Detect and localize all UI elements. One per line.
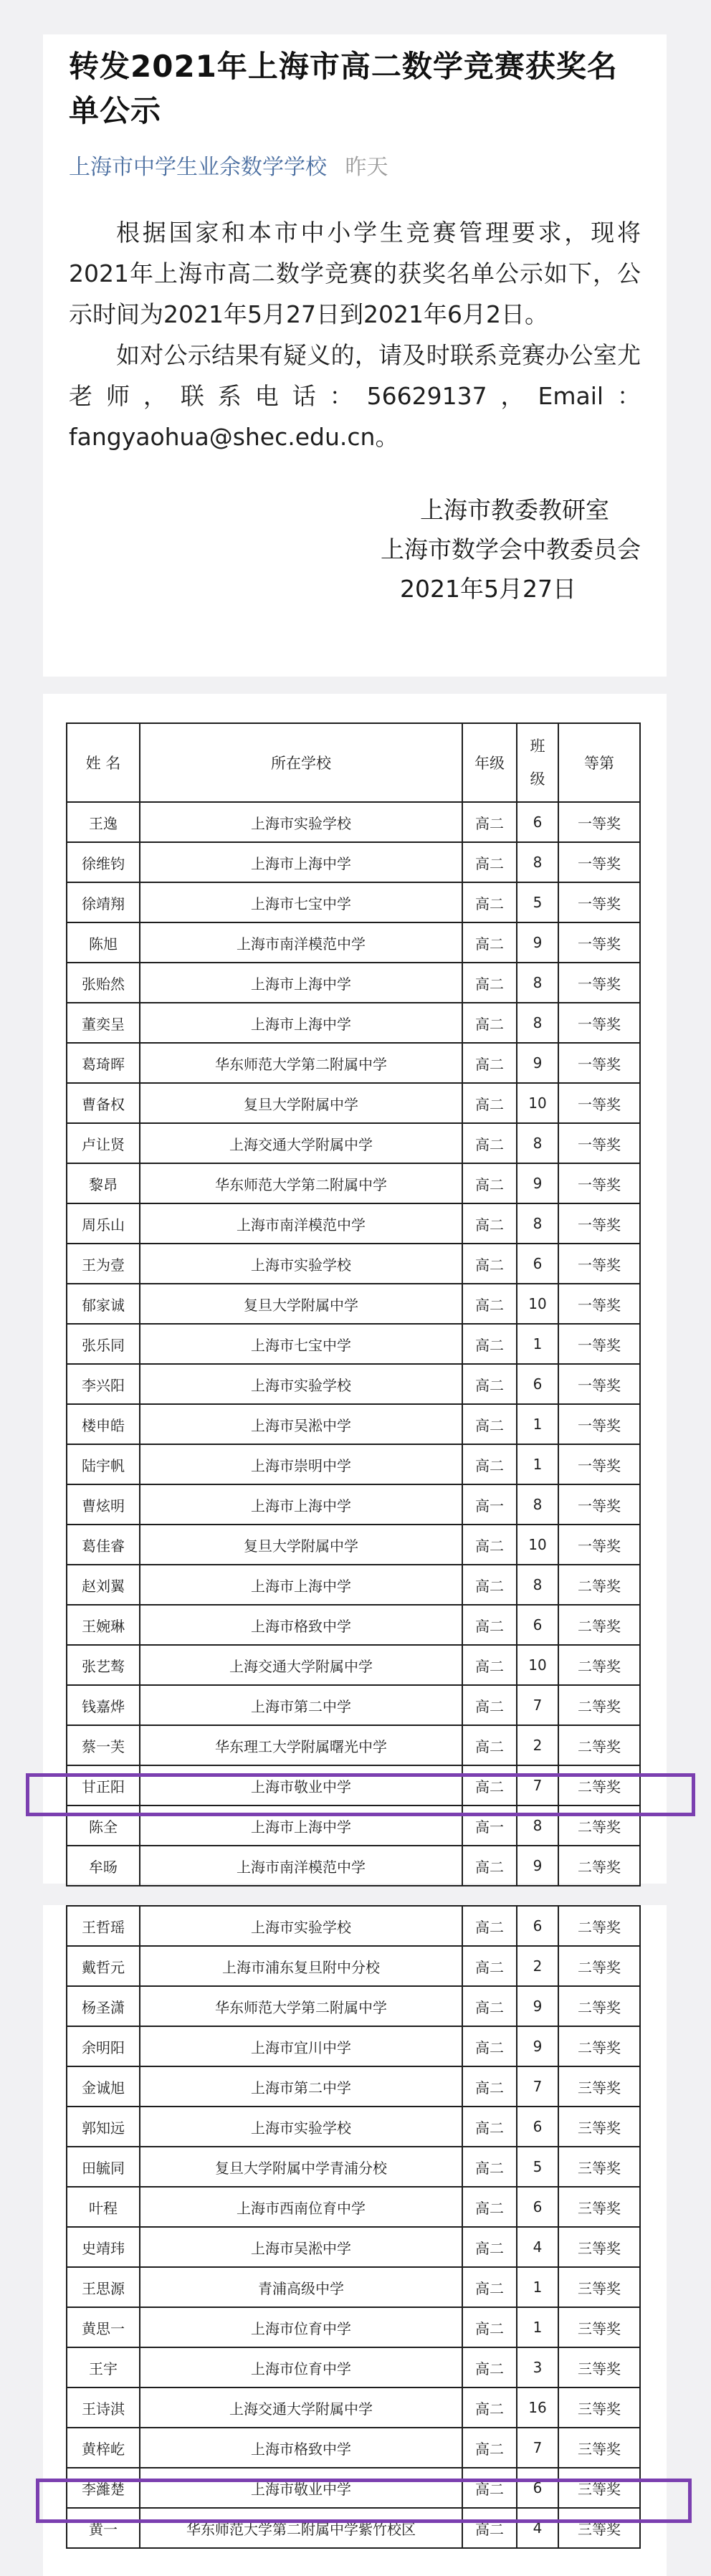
cell-class: 2	[517, 1946, 558, 1986]
cell-name: 葛琦晖	[67, 1043, 140, 1083]
cell-grade: 高二	[462, 1846, 517, 1886]
cell-class: 8	[517, 1123, 558, 1163]
cell-award: 三等奖	[558, 2307, 640, 2347]
cell-school: 复旦大学附属中学	[140, 1284, 462, 1324]
sign-org-1: 上海市教委教研室	[420, 496, 609, 524]
award-table-part-2	[66, 1905, 641, 2549]
table-row	[67, 2026, 640, 2066]
cell-grade: 高二	[462, 2187, 517, 2227]
cell-school: 上海市上海中学	[140, 1805, 462, 1846]
cell-class: 1	[517, 2267, 558, 2307]
cell-award: 一等奖	[558, 1444, 640, 1484]
cell-name: 李兴阳	[67, 1364, 140, 1404]
cell-name: 王诗淇	[67, 2387, 140, 2428]
cell-grade: 高二	[462, 802, 517, 842]
cell-class: 8	[517, 1003, 558, 1043]
cell-school: 青浦高级中学	[140, 2267, 462, 2307]
cell-class: 9	[517, 1163, 558, 1203]
cell-grade: 高二	[462, 1525, 517, 1565]
cell-class: 7	[517, 2428, 558, 2468]
cell-school: 上海市浦东复旦附中分校	[140, 1946, 462, 1986]
cell-award: 一等奖	[558, 1083, 640, 1123]
table-row	[67, 1404, 640, 1444]
cell-school: 上海市南洋模范中学	[140, 1203, 462, 1244]
cell-name: 黎昂	[67, 1163, 140, 1203]
cell-award: 一等奖	[558, 882, 640, 922]
cell-class: 1	[517, 2307, 558, 2347]
cell-class: 2	[517, 1725, 558, 1765]
cell-grade: 高二	[462, 1123, 517, 1163]
cell-award: 一等奖	[558, 1484, 640, 1525]
cell-award: 一等奖	[558, 1525, 640, 1565]
cell-grade: 高二	[462, 1284, 517, 1324]
cell-class: 16	[517, 2387, 558, 2428]
cell-grade: 高二	[462, 1946, 517, 1986]
cell-award: 一等奖	[558, 1404, 640, 1444]
table-row	[67, 1685, 640, 1725]
cell-school: 复旦大学附属中学	[140, 1525, 462, 1565]
table-row	[67, 1565, 640, 1605]
cell-class: 9	[517, 1846, 558, 1886]
cell-class: 1	[517, 1444, 558, 1484]
cell-award: 二等奖	[558, 1725, 640, 1765]
article-source-link[interactable]: 上海市中学生业余数学学校	[69, 155, 327, 180]
cell-award: 二等奖	[558, 1946, 640, 1986]
cell-school: 上海市实验学校	[140, 802, 462, 842]
cell-class: 3	[517, 2347, 558, 2387]
cell-school: 上海市吴淞中学	[140, 2227, 462, 2267]
cell-class: 6	[517, 1244, 558, 1284]
cell-name: 王婉琳	[67, 1605, 140, 1645]
sign-org-2: 上海市数学会中教委员会	[381, 535, 641, 563]
table-row	[67, 1043, 640, 1083]
cell-school: 上海市位育中学	[140, 2347, 462, 2387]
cell-grade: 高二	[462, 1203, 517, 1244]
cell-grade: 高二	[462, 2066, 517, 2107]
cell-award: 一等奖	[558, 1364, 640, 1404]
cell-class: 9	[517, 1043, 558, 1083]
table-row	[67, 1083, 640, 1123]
cell-class: 5	[517, 882, 558, 922]
cell-class: 9	[517, 1986, 558, 2026]
table-row	[67, 2347, 640, 2387]
cell-award: 二等奖	[558, 1846, 640, 1886]
cell-name: 郭知远	[67, 2107, 140, 2147]
table-row	[67, 2428, 640, 2468]
cell-class: 4	[517, 2508, 558, 2548]
cell-class: 7	[517, 1685, 558, 1725]
cell-name: 钱嘉烨	[67, 1685, 140, 1725]
cell-grade: 高二	[462, 1645, 517, 1685]
table-row	[67, 2307, 640, 2347]
cell-class: 8	[517, 842, 558, 882]
cell-school: 华东师范大学第二附属中学	[140, 1043, 462, 1083]
cell-award: 一等奖	[558, 842, 640, 882]
cell-award: 二等奖	[558, 1765, 640, 1805]
cell-grade: 高二	[462, 1244, 517, 1284]
cell-class: 5	[517, 2147, 558, 2187]
cell-school: 上海市南洋模范中学	[140, 922, 462, 963]
cell-award: 一等奖	[558, 1163, 640, 1203]
cell-grade: 高二	[462, 2307, 517, 2347]
cell-award: 二等奖	[558, 1605, 640, 1645]
cell-class: 6	[517, 2107, 558, 2147]
cell-school: 上海市位育中学	[140, 2307, 462, 2347]
header-name: 姓 名	[67, 723, 140, 802]
cell-award: 一等奖	[558, 922, 640, 963]
cell-name: 郁家诚	[67, 1284, 140, 1324]
cell-name: 杨圣潇	[67, 1986, 140, 2026]
cell-grade: 高二	[462, 882, 517, 922]
cell-grade: 高二	[462, 1404, 517, 1444]
table-row	[67, 1444, 640, 1484]
cell-grade: 高二	[462, 1565, 517, 1605]
cell-school: 上海交通大学附属中学	[140, 1123, 462, 1163]
cell-name: 黄一	[67, 2508, 140, 2548]
article-signature	[69, 490, 641, 609]
cell-class: 4	[517, 2227, 558, 2267]
cell-school: 上海市实验学校	[140, 1244, 462, 1284]
cell-class: 9	[517, 2026, 558, 2066]
cell-award: 二等奖	[558, 1645, 640, 1685]
cell-grade: 高二	[462, 1324, 517, 1364]
cell-name: 曹备权	[67, 1083, 140, 1123]
cell-class: 8	[517, 1565, 558, 1605]
cell-grade: 高二	[462, 2026, 517, 2066]
cell-name: 周乐山	[67, 1203, 140, 1244]
cell-name: 楼申皓	[67, 1404, 140, 1444]
cell-class: 7	[517, 1765, 558, 1805]
cell-class: 10	[517, 1645, 558, 1685]
cell-class: 6	[517, 1364, 558, 1404]
cell-class: 7	[517, 2066, 558, 2107]
cell-school: 上海市实验学校	[140, 2107, 462, 2147]
table-row	[67, 1284, 640, 1324]
cell-school: 上海市南洋模范中学	[140, 1846, 462, 1886]
table-row	[67, 1163, 640, 1203]
cell-class: 10	[517, 1083, 558, 1123]
article-body	[69, 212, 641, 457]
cell-name: 叶程	[67, 2187, 140, 2227]
cell-class: 1	[517, 1404, 558, 1444]
cell-grade: 高二	[462, 1043, 517, 1083]
cell-award: 一等奖	[558, 963, 640, 1003]
cell-award: 三等奖	[558, 2347, 640, 2387]
cell-grade: 高二	[462, 1605, 517, 1645]
cell-school: 上海市上海中学	[140, 1003, 462, 1043]
table-row	[67, 1324, 640, 1364]
cell-award: 三等奖	[558, 2468, 640, 2508]
cell-grade: 高二	[462, 2267, 517, 2307]
award-table-image-1	[43, 694, 667, 1884]
cell-class: 6	[517, 1605, 558, 1645]
cell-grade: 高二	[462, 922, 517, 963]
cell-award: 一等奖	[558, 1244, 640, 1284]
header-school: 所在学校	[140, 723, 462, 802]
cell-grade: 高二	[462, 2468, 517, 2508]
cell-award: 一等奖	[558, 802, 640, 842]
cell-award: 三等奖	[558, 2227, 640, 2267]
table-row	[67, 2107, 640, 2147]
cell-school: 复旦大学附属中学青浦分校	[140, 2147, 462, 2187]
cell-name: 王逸	[67, 802, 140, 842]
header-class-line-1: 班	[530, 738, 545, 755]
table-row	[67, 1986, 640, 2026]
cell-award: 三等奖	[558, 2066, 640, 2107]
cell-name: 黄思一	[67, 2307, 140, 2347]
cell-award: 二等奖	[558, 1565, 640, 1605]
cell-school: 上海市上海中学	[140, 963, 462, 1003]
cell-class: 8	[517, 1484, 558, 1525]
award-table-image-2	[43, 1905, 667, 2576]
cell-grade: 高二	[462, 2147, 517, 2187]
cell-award: 三等奖	[558, 2428, 640, 2468]
cell-award: 三等奖	[558, 2107, 640, 2147]
cell-school: 上海市实验学校	[140, 1906, 462, 1946]
article-time: 昨天	[345, 155, 388, 180]
table-row	[67, 1765, 640, 1805]
cell-class: 8	[517, 1805, 558, 1846]
cell-name: 张贻然	[67, 963, 140, 1003]
cell-award: 三等奖	[558, 2147, 640, 2187]
cell-award: 一等奖	[558, 1324, 640, 1364]
cell-name: 李濰楚	[67, 2468, 140, 2508]
cell-school: 复旦大学附属中学	[140, 1083, 462, 1123]
cell-name: 陈旭	[67, 922, 140, 963]
award-table-part-1	[66, 722, 641, 1886]
table-row	[67, 1725, 640, 1765]
cell-grade: 高二	[462, 963, 517, 1003]
cell-award: 三等奖	[558, 2267, 640, 2307]
article-paragraph-1: 根据国家和本市中小学生竞赛管理要求，现将2021年上海市高二数学竞赛的获奖名单公示如下，公示时间为2021年5月27日到2021年6月2日。	[69, 219, 641, 328]
cell-grade: 高二	[462, 1083, 517, 1123]
cell-name: 黄梓屹	[67, 2428, 140, 2468]
cell-school: 上海市宜川中学	[140, 2026, 462, 2066]
article-paragraph-2: 如对公示结果有疑义的，请及时联系竞赛办公室尤老师，联系电话：56629137，Email：fangyaohua@shec.edu.cn。	[69, 341, 641, 451]
cell-grade: 高二	[462, 2508, 517, 2548]
table-row	[67, 1645, 640, 1685]
cell-school: 上海市第二中学	[140, 1685, 462, 1725]
cell-school: 上海市格致中学	[140, 2428, 462, 2468]
cell-grade: 高二	[462, 2227, 517, 2267]
header-grade: 年级	[462, 723, 517, 802]
table-row	[67, 1244, 640, 1284]
cell-grade: 高二	[462, 2428, 517, 2468]
table-row	[67, 1525, 640, 1565]
cell-school: 上海市吴淞中学	[140, 1404, 462, 1444]
cell-grade: 高一	[462, 1484, 517, 1525]
cell-grade: 高一	[462, 1805, 517, 1846]
cell-name: 王为壹	[67, 1244, 140, 1284]
table-row	[67, 922, 640, 963]
cell-name: 田毓同	[67, 2147, 140, 2187]
cell-grade: 高二	[462, 842, 517, 882]
table-body-part-2	[67, 1906, 640, 2548]
cell-name: 赵刘翼	[67, 1565, 140, 1605]
cell-grade: 高二	[462, 1906, 517, 1946]
cell-school: 上海市敬业中学	[140, 2468, 462, 2508]
cell-school: 上海市敬业中学	[140, 1765, 462, 1805]
cell-award: 二等奖	[558, 1685, 640, 1725]
sign-date: 2021年5月27日	[400, 575, 576, 603]
cell-name: 卢让贤	[67, 1123, 140, 1163]
article-title: 转发2021年上海市高二数学竞赛获奖名单公示	[69, 49, 618, 128]
cell-grade: 高二	[462, 1163, 517, 1203]
cell-name: 张乐同	[67, 1324, 140, 1364]
table-row	[67, 2147, 640, 2187]
cell-school: 上海市第二中学	[140, 2066, 462, 2107]
cell-grade: 高二	[462, 1765, 517, 1805]
article-meta	[69, 153, 641, 182]
table-row	[67, 2267, 640, 2307]
cell-school: 华东师范大学第二附属中学	[140, 1986, 462, 2026]
cell-school: 华东理工大学附属曙光中学	[140, 1725, 462, 1765]
cell-name: 史靖玮	[67, 2227, 140, 2267]
table-row	[67, 1123, 640, 1163]
cell-award: 二等奖	[558, 1805, 640, 1846]
table-row	[67, 963, 640, 1003]
cell-name: 王哲瑶	[67, 1906, 140, 1946]
cell-award: 二等奖	[558, 1986, 640, 2026]
cell-award: 二等奖	[558, 2026, 640, 2066]
cell-school: 上海市实验学校	[140, 1364, 462, 1404]
table-row	[67, 1003, 640, 1043]
article-header-card	[43, 34, 667, 677]
cell-name: 余明阳	[67, 2026, 140, 2066]
cell-class: 8	[517, 1203, 558, 1244]
cell-grade: 高二	[462, 1444, 517, 1484]
cell-name: 金诚旭	[67, 2066, 140, 2107]
table-row	[67, 1203, 640, 1244]
table-row	[67, 1364, 640, 1404]
cell-name: 陆宇帆	[67, 1444, 140, 1484]
cell-school: 上海市崇明中学	[140, 1444, 462, 1484]
cell-grade: 高二	[462, 1986, 517, 2026]
cell-school: 华东师范大学第二附属中学	[140, 1163, 462, 1203]
table-row	[67, 2066, 640, 2107]
cell-school: 上海市上海中学	[140, 1484, 462, 1525]
table-body-part-1	[67, 802, 640, 1886]
table-row	[67, 2227, 640, 2267]
cell-grade: 高二	[462, 1364, 517, 1404]
cell-grade: 高二	[462, 2107, 517, 2147]
cell-award: 三等奖	[558, 2187, 640, 2227]
cell-award: 一等奖	[558, 1043, 640, 1083]
cell-class: 10	[517, 1284, 558, 1324]
cell-school: 上海市格致中学	[140, 1605, 462, 1645]
cell-name: 甘正阳	[67, 1765, 140, 1805]
cell-class: 10	[517, 1525, 558, 1565]
cell-class: 6	[517, 802, 558, 842]
cell-class: 6	[517, 1906, 558, 1946]
table-row	[67, 2387, 640, 2428]
cell-grade: 高二	[462, 1685, 517, 1725]
header-class	[517, 723, 558, 802]
cell-award: 一等奖	[558, 1284, 640, 1324]
cell-class: 9	[517, 922, 558, 963]
table-row	[67, 802, 640, 842]
cell-grade: 高二	[462, 2347, 517, 2387]
cell-grade: 高二	[462, 1003, 517, 1043]
cell-class: 1	[517, 1324, 558, 1364]
cell-name: 张艺骜	[67, 1645, 140, 1685]
table-row	[67, 842, 640, 882]
cell-award: 三等奖	[558, 2387, 640, 2428]
cell-name: 王思源	[67, 2267, 140, 2307]
table-row	[67, 1846, 640, 1886]
cell-name: 董奕呈	[67, 1003, 140, 1043]
cell-name: 王宇	[67, 2347, 140, 2387]
cell-class: 6	[517, 2187, 558, 2227]
cell-name: 陈全	[67, 1805, 140, 1846]
cell-school: 上海市上海中学	[140, 842, 462, 882]
cell-school: 华东师范大学第二附属中学紫竹校区	[140, 2508, 462, 2548]
table-row	[67, 2187, 640, 2227]
cell-school: 上海交通大学附属中学	[140, 2387, 462, 2428]
header-class-line-2: 级	[530, 771, 545, 788]
table-row	[67, 1605, 640, 1645]
table-header-row	[67, 723, 640, 802]
cell-name: 牟旸	[67, 1846, 140, 1886]
table-row	[67, 1484, 640, 1525]
cell-name: 葛佳睿	[67, 1525, 140, 1565]
cell-school: 上海市西南位育中学	[140, 2187, 462, 2227]
cell-award: 三等奖	[558, 2508, 640, 2548]
cell-grade: 高二	[462, 1725, 517, 1765]
cell-award: 二等奖	[558, 1906, 640, 1946]
cell-school: 上海市上海中学	[140, 1565, 462, 1605]
cell-school: 上海市七宝中学	[140, 1324, 462, 1364]
table-row	[67, 2508, 640, 2548]
table-row	[67, 1946, 640, 1986]
header-award: 等第	[558, 723, 640, 802]
table-row	[67, 1805, 640, 1846]
cell-grade: 高二	[462, 2387, 517, 2428]
cell-school: 上海交通大学附属中学	[140, 1645, 462, 1685]
cell-award: 一等奖	[558, 1123, 640, 1163]
cell-name: 蔡一芙	[67, 1725, 140, 1765]
cell-school: 上海市七宝中学	[140, 882, 462, 922]
cell-award: 一等奖	[558, 1003, 640, 1043]
cell-name: 徐维钧	[67, 842, 140, 882]
table-row	[67, 882, 640, 922]
table-row	[67, 2468, 640, 2508]
cell-class: 8	[517, 963, 558, 1003]
cell-award: 一等奖	[558, 1203, 640, 1244]
cell-name: 曹炫明	[67, 1484, 140, 1525]
cell-name: 徐靖翔	[67, 882, 140, 922]
cell-name: 戴哲元	[67, 1946, 140, 1986]
cell-class: 6	[517, 2468, 558, 2508]
table-row	[67, 1906, 640, 1946]
